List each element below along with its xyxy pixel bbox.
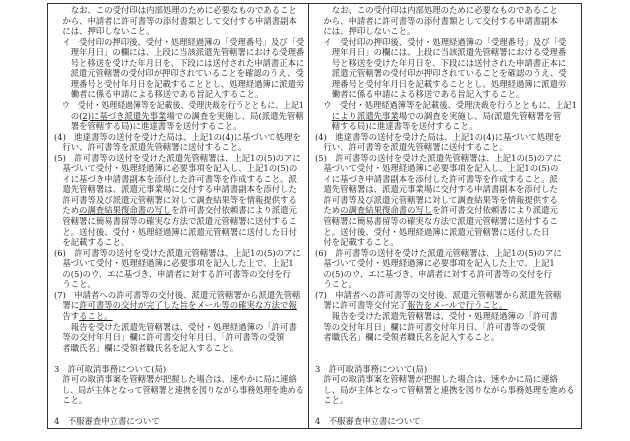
text-line: (7) 申請者への許可書等の交付後、派遣元管轄署から派遣先管轄 <box>54 289 301 300</box>
text-line: 行い、許可書等を派遣先管轄署に送付すること。 <box>54 142 247 153</box>
text-line: 3 許可取消事務について(局) <box>54 363 167 374</box>
text-line: (7) 申請者への許可書等の交付後、派遣元管轄署から派遣先管轄 <box>315 289 562 300</box>
underlined-text: 許可書等の交付が完了した旨をメール等の確実な方法で報 <box>79 300 297 311</box>
text-line: 等の交付年月日」欄に許可書交付年月日、「許可書等の受領 <box>315 321 546 332</box>
text-line: 等の交付年月日」欄に許可書交付年月日、「許可書等の受領 <box>54 332 285 343</box>
text-line: 理年月日」の欄には、上段に当該派遣先管轄署における受理番 <box>315 47 567 58</box>
text-line: 働者に係る申請による移送である旨記入すること。 <box>54 89 264 100</box>
text-line: イ 受付印の押印後、受付・処理経過簿の「受理番号」及び「受 <box>54 36 304 47</box>
text-line: ための調査結果復命書の写しを許可書交付依頼書により派遣元 <box>315 205 558 216</box>
text-line: 基づいて受付・処理経過簿に必要事項を記入し、上記1の(5)の <box>54 163 298 174</box>
text-line: と。送付後、受付・処理経過簿に派遣元管轄署に送付した日付 <box>54 226 297 237</box>
text-line: 許可の取消事案を管轄署が把握した場合は、速やかに局に連絡 <box>315 374 558 385</box>
text-line: (6) 許可書等の送付を受けた派遣元管轄署は、上記1の(5)のアに <box>315 247 562 258</box>
text-line: 報告を受けた派遣先管轄署は、受付・処理経過簿の「許可書 <box>315 310 558 321</box>
text-line: 基づいて受付・処理経過簿に必要事項を記入し、上記1の(5)の <box>315 163 559 174</box>
text-line: 告すること。 <box>54 310 113 321</box>
text-line: 付を記載すること。 <box>315 237 399 248</box>
column-divider <box>308 4 309 428</box>
text-line: こと。 <box>54 395 88 406</box>
text-line: (6) 許可書等の送付を受けた派遣元管轄署は、上記1の(5)のアに <box>54 247 301 258</box>
text-line: (4) 進達書等の送付を受けた局は、上記1の(4)に基づいて処理を <box>315 131 562 142</box>
text-line: から、申請者に許可書等の添付書類として交付する申請書副本 <box>315 15 558 26</box>
text-line: 遣先管轄署は、派遣元事業場に交付する申請書副本を添付した <box>315 184 558 195</box>
text-line: 遣先管轄署は、派遣元事業場に交付する申請書副本を添付した <box>54 184 297 195</box>
text-line: ウ 受付・処理経過簿等を記載後、受理決裁を行うとともに、上記1 <box>315 99 577 110</box>
text-line: イに基づき申請書副本を添付した許可書等を作成すること。派 <box>54 173 297 184</box>
text-line: 者職氏名」欄に受領者職氏名を記入すること。 <box>315 332 500 343</box>
text-line: 署に許可書等交付完了報告をメールで行うこと。 <box>315 300 508 311</box>
text-line: の(5)のウ、エに基づき、申請者に対する許可書等の交付を行 <box>54 268 291 279</box>
text-line: 4 不服審査申立書について <box>315 416 421 427</box>
underlined-text: により派遣先事業 <box>331 110 399 121</box>
underlined-text: 2)に基づき派遣先事業 <box>82 110 167 121</box>
text-line: 3 許可取消事務について(局) <box>315 363 428 374</box>
text-line: 働者に係る申請による移送である旨記入すること。 <box>315 89 525 100</box>
text-line: なお、この受付印は内部処理のために必要なものであること <box>315 5 558 15</box>
text-line: イに基づき申請書副本を添付した許可書等を作成すること。派 <box>315 173 558 184</box>
text-line: 行い、許可書等を派遣先管轄署に送付すること。 <box>315 142 508 153</box>
text-line: 理年月日」の欄には、上段に当該派遣先管轄署における受理番 <box>54 47 304 58</box>
column-right <box>315 4 577 428</box>
text-line: 号と移送を受けた年月日を、下段には送付された申請書正本に <box>54 57 304 68</box>
text-line: 基づいて受付・処理経過簿に必要事項を記入した上で、上記1 <box>315 258 555 269</box>
text-line: から、申請者に許可書等の添付書類として交付する申請書副本 <box>54 15 297 26</box>
text-line: ための調査結果復命書の写しを許可書交付依頼書により派遣元 <box>54 205 297 216</box>
text-line: 者職氏名」欄に受領者職氏名を記入すること。 <box>54 342 239 353</box>
column-left <box>54 4 304 428</box>
underlined-text: ること。 <box>79 310 113 321</box>
text-line: うこと。 <box>54 279 96 290</box>
text-line: 署に許可書等の交付が完了した旨をメール等の確実な方法で報 <box>54 300 297 311</box>
text-line: を記載すること。 <box>54 237 130 248</box>
text-line: 基づいて受付・処理経過簿に必要事項を記入した上で、上記1 <box>54 258 294 269</box>
text-line: こと。 <box>315 395 349 406</box>
text-line: には、押印しないこと。 <box>54 26 155 37</box>
text-line: 許可書等及び派遣元管轄署に対して調査結果等を情報提供する <box>54 194 297 205</box>
text-line: 報告を受けた派遣先管轄署は、受付・処理経過簿の「許可書 <box>54 321 297 332</box>
text-line: 理番号と受付年月日を記載することとし、処理経過簿に派遣労 <box>315 78 567 89</box>
text-line: 管轄署に簡易書留等の確実な方法で派遣元管轄署に送付するこ <box>54 216 297 226</box>
text-line: 署を管轄する局)に進達書等を送付すること。 <box>54 121 242 132</box>
underlined-text: の調査結果復命書の写し <box>79 205 172 216</box>
text-line: し、局が主体となって管轄署と連携を図りながら事務処理を進める <box>315 384 575 395</box>
text-line: イ 受付印の押印後、受付・処理経過簿の「受理番号」及び「受 <box>315 36 567 47</box>
text-line: 管轄署に簡易書留等の確実な方法で派遣元管轄署に送付するこ <box>315 216 558 226</box>
text-line: 轄する局)に進達書等を送付すること。 <box>315 121 478 132</box>
underlined-text: の調査結果復命書の写し <box>340 205 433 216</box>
text-line: により派遣先事業場での調査を実施し、局(派遣先管轄署を管 <box>331 110 562 121</box>
text-line: 4 不服審査申立書について <box>54 416 160 427</box>
text-line: し、局が主体となって管轄署と連携を図りながら事務処理を進める <box>54 384 304 395</box>
text-line: と。送付後、受付・処理経過簿に派遣元管轄署に送付した日 <box>315 226 550 237</box>
text-line: 派遣元管轄署の受付印が押印されていることを確認のうえ、受 <box>54 68 304 79</box>
text-line: 許可の取消事案を管轄署が把握した場合は、速やかに局に連絡 <box>54 374 297 385</box>
text-line: 許可書等及び派遣元管轄署に対して調査結果等を情報提供する <box>315 194 558 205</box>
text-line: 号と移送を受けた年月日を、下段には送付された申請書正本に <box>315 57 567 68</box>
text-line: うこと。 <box>315 279 357 290</box>
text-line: ウ 受付・処理経過簿等を記載後、受理決裁を行うとともに、上記1 <box>54 99 304 110</box>
text-line: 理番号と受付年月日を記載することとし、処理経過簿に派遣労 <box>54 78 304 89</box>
text-line: には、押印しないこと。 <box>315 26 416 37</box>
text-line: の(2)に基づき派遣先事業場での調査を実施し、局(派遣先管轄 <box>54 110 304 121</box>
text-line: (5) 許可書等の送付を受けた派遣先管轄署は、上記1の(5)のアに <box>54 152 301 163</box>
text-line: の(5)のウ、エに基づき、申請者に対する許可書等の交付を行 <box>315 268 552 279</box>
text-line: (5) 許可書等の送付を受けた派遣先管轄署は、上記1の(5)のアに <box>315 152 562 163</box>
text-line: (4) 進達書等の送付を受けた局は、上記1の(4)に基づいて処理を <box>54 131 301 142</box>
text-line: なお、この受付印は内部処理のために必要なものであること <box>54 5 297 15</box>
text-line: 派遣元管轄署の受付印が押印されていることを確認のうえ、受 <box>315 68 567 79</box>
comparison-table <box>47 3 582 429</box>
underlined-text: 報告をメールで行うこと。 <box>407 300 508 311</box>
